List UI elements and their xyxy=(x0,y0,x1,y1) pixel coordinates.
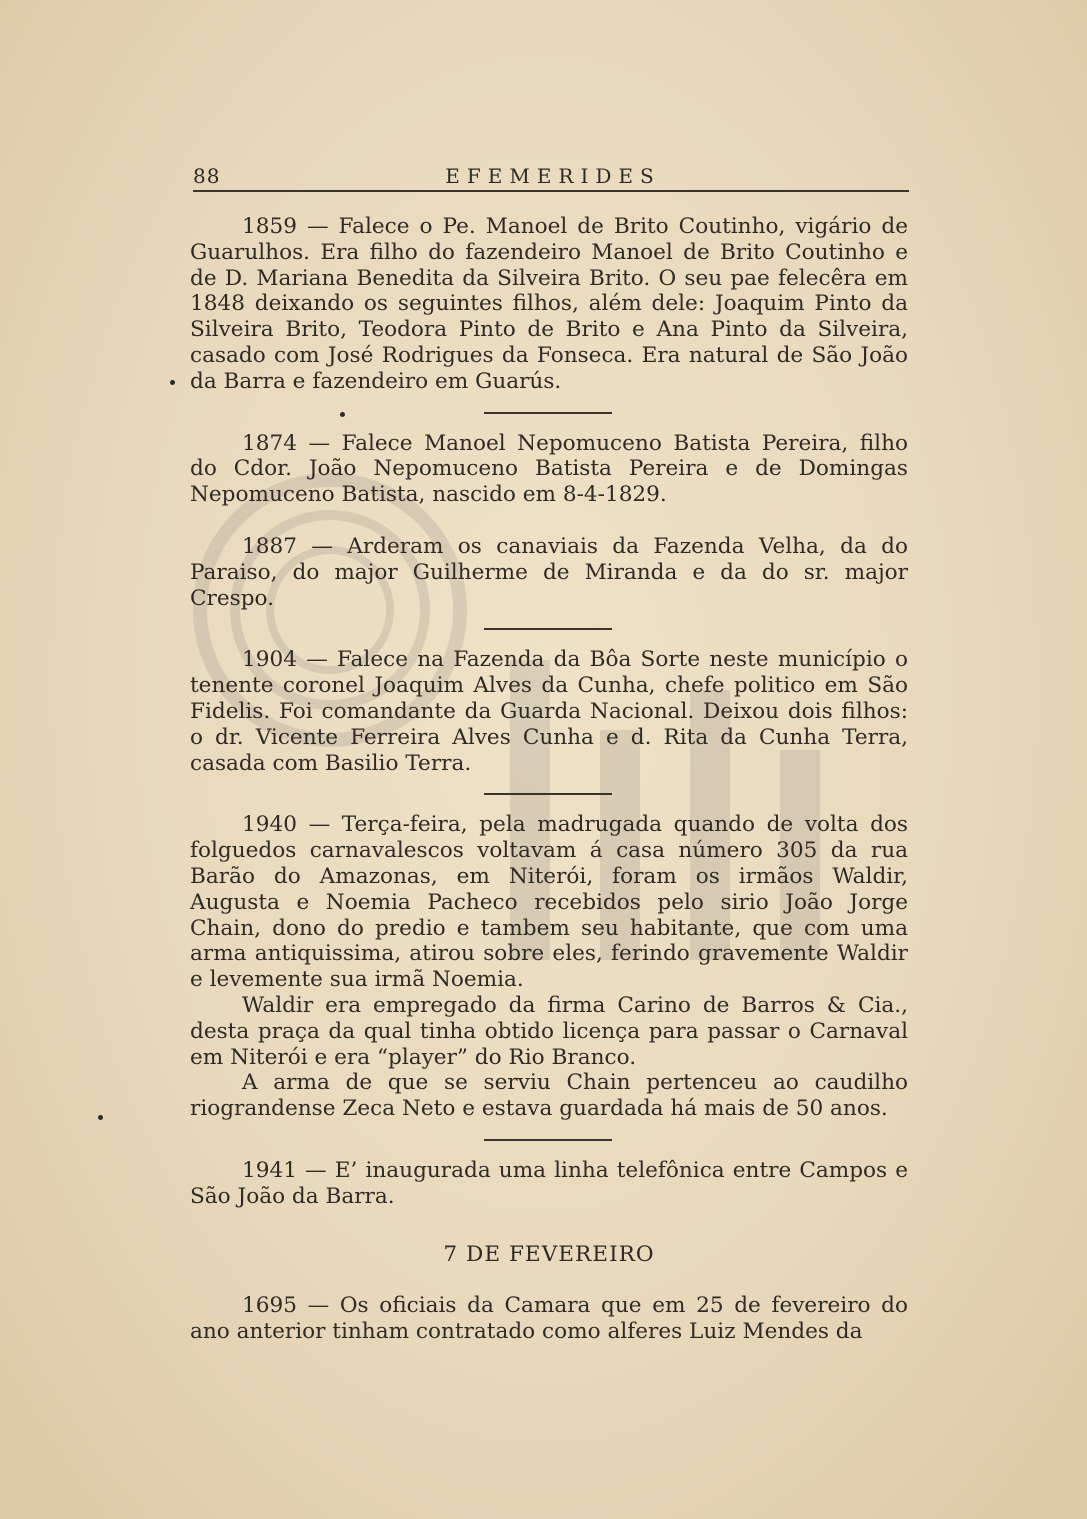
header-rule xyxy=(193,190,909,192)
entry-separator xyxy=(484,793,612,795)
running-head: EFEMERIDES xyxy=(445,164,661,188)
entry-1887 xyxy=(190,534,908,611)
entry-paragraph: 1904 — Falece na Fazenda da Bôa Sorte neste município o tenente coronel Joaquim Alves da Cunha, chefe politico em São Fidelis. Foi comandante da Guarda Nacional. Deixou dois filhos: o dr. Vicente Ferreira Alves Cunha e d. Rita da Cunha Terra, casada com Basilio Terra. xyxy=(190,647,908,776)
entry-paragraph: 1940 — Terça-feira, pela madrugada quando de volta dos folguedos carnavalescos voltavam á casa número 305 da rua Barão do Amazonas, em Niterói, foram os irmãos Waldir, Augusta e Noemia Pacheco recebidos pelo sirio João Jorge Chain, dono do predio e tambem seu habitante, que com uma arma antiquissima, atirou sobre eles, ferindo gravemente Waldir e levemente sua irmã Noemia. xyxy=(190,812,908,993)
entry-paragraph: 1941 — E’ inaugurada uma linha telefônica entre Campos e São João da Barra. xyxy=(190,1157,908,1209)
paper-speck xyxy=(170,380,175,385)
entry-separator xyxy=(484,412,612,414)
entry-paragraph: A arma de que se serviu Chain pertenceu ao caudilho riograndense Zeca Neto e estava guardada há mais de 50 anos. xyxy=(190,1070,908,1122)
entry-separator xyxy=(484,628,612,630)
entry-1859 xyxy=(190,214,908,395)
entry-paragraph: 1695 — Os oficiais da Camara que em 25 de fevereiro do ano anterior tinham contratado como alferes Luiz Mendes da xyxy=(190,1293,908,1345)
page-body xyxy=(190,214,908,1345)
entry-1940 xyxy=(190,812,908,1122)
entry-1904 xyxy=(190,647,908,776)
entry-paragraph: 1859 — Falece o Pe. Manoel de Brito Coutinho, vigário de Guarulhos. Era filho do fazendeiro Manoel de Brito Coutinho e de D. Mariana Benedita da Silveira Brito. O seu pae felecêra em 1848 deixando os seguintes filhos, além dele: Joaquim Pinto da Silveira Brito, Teodora Pinto de Brito e Ana Pinto da Silveira, casado com José Rodrigues da Fonseca. Era natural de São João da Barra e fazendeiro em Guarús. xyxy=(190,214,908,394)
entry-1695 xyxy=(190,1293,908,1345)
entry-paragraph: 1887 — Arderam os canaviais da Fazenda Velha, da do Paraiso, do major Guilherme de Miranda e da do sr. major Crespo. xyxy=(190,533,908,611)
entry-gap xyxy=(190,508,908,534)
page-header xyxy=(193,164,909,192)
entry-1941 xyxy=(190,1158,908,1210)
entry-paragraph: 1874 — Falece Manoel Nepomuceno Batista Pereira, filho do Cdor. João Nepomuceno Batista Pereira e de Domingas Nepomuceno Batista, nascido em 8-4-1829. xyxy=(190,430,908,508)
entry-separator xyxy=(484,1139,612,1141)
entry-1874 xyxy=(190,431,908,508)
paper-speck xyxy=(340,412,345,417)
paper-speck xyxy=(98,1115,103,1120)
entry-paragraph: Waldir era empregado da firma Carino de Barros & Cia., desta praça da qual tinha obtido licença para passar o Carnaval em Niterói e era “player” do Rio Branco. xyxy=(190,992,908,1070)
page-number: 88 xyxy=(193,164,221,188)
section-heading: 7 DE FEVEREIRO xyxy=(443,1241,655,1267)
